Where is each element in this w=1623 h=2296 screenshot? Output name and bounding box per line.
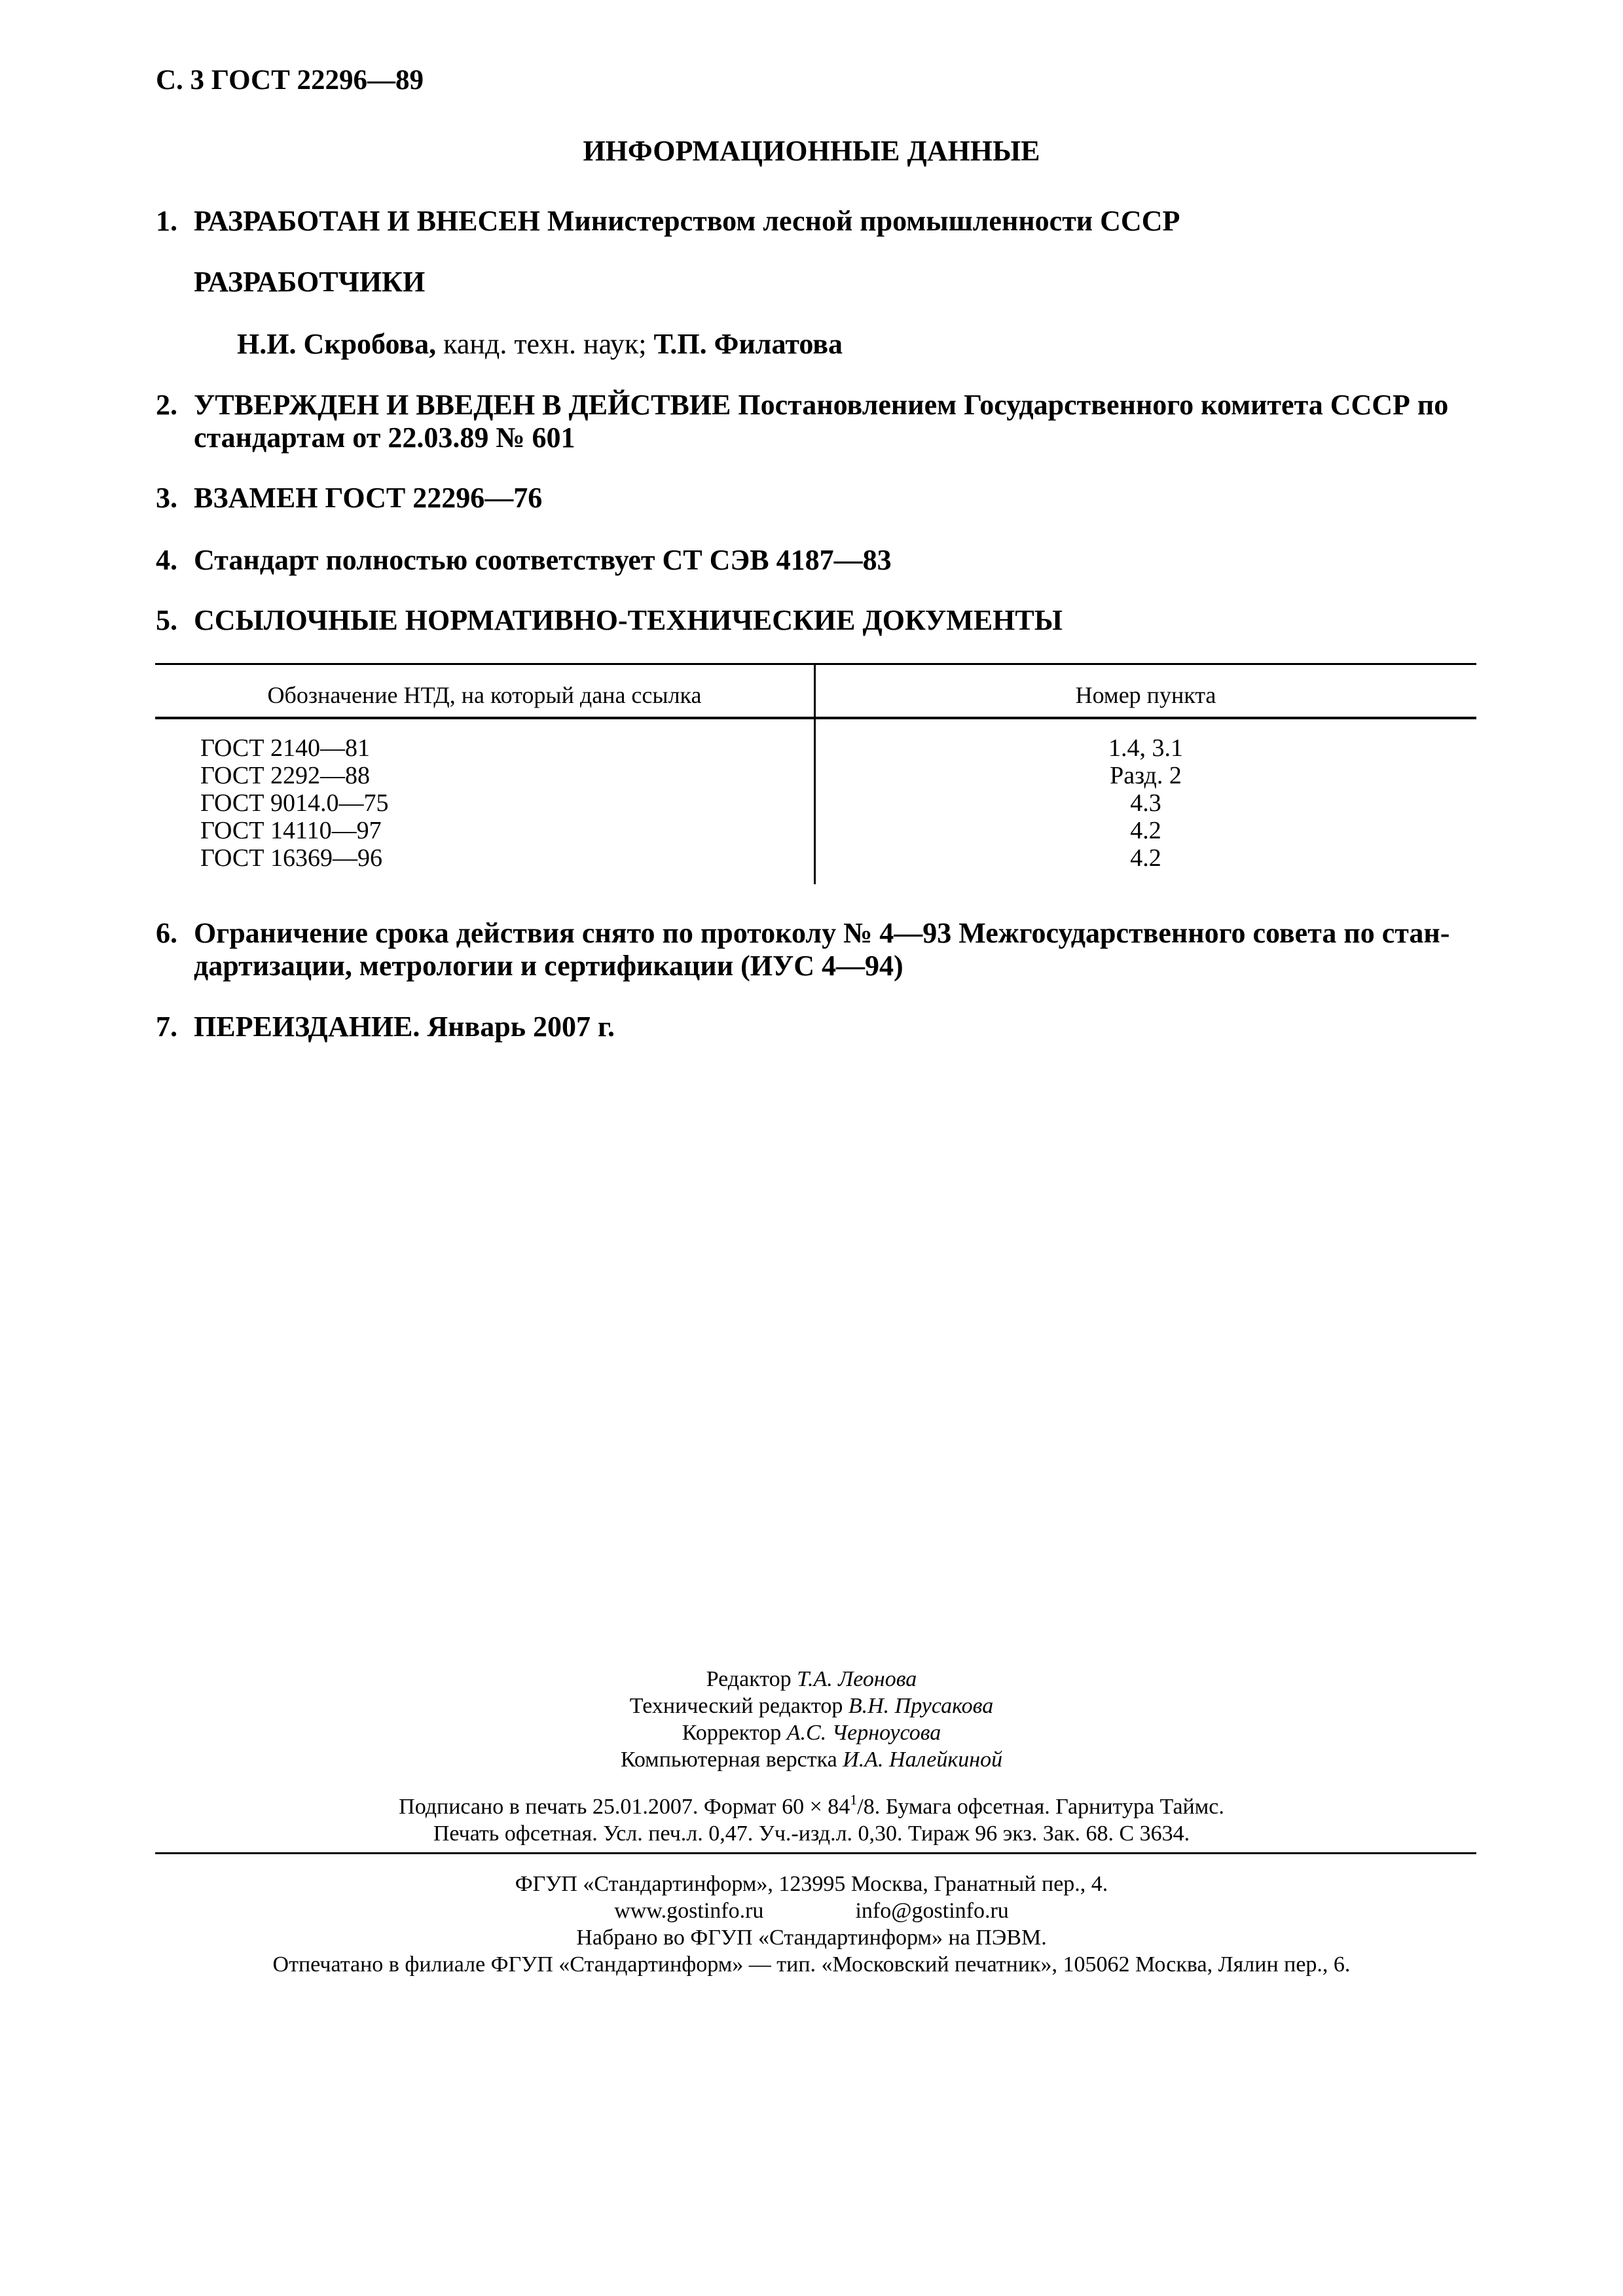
info-item-1 bbox=[156, 204, 1180, 238]
item-text: Ограничение срока действия снято по протоколу № 4—93 Межгосударственного совета по стан- bbox=[194, 917, 1450, 949]
editor-line bbox=[0, 1666, 1623, 1693]
layout-line bbox=[0, 1746, 1623, 1773]
info-item-4 bbox=[156, 543, 892, 577]
item-text: ССЫЛОЧНЫЕ НОРМАТИВНО-ТЕХНИЧЕСКИЕ ДОКУМЕНТЫ bbox=[194, 604, 1063, 636]
table-header-clause: Номер пункта bbox=[1075, 682, 1216, 708]
corrector-line bbox=[0, 1719, 1623, 1746]
item-number: 3. bbox=[156, 482, 177, 514]
email-link[interactable]: info@gostinfo.ru bbox=[855, 1899, 1009, 1923]
table-cell-doc: ГОСТ 2292—88 bbox=[200, 762, 370, 789]
website-link[interactable]: www.gostinfo.ru bbox=[614, 1899, 764, 1923]
item-text: ПЕРЕИЗДАНИЕ. Январь 2007 г. bbox=[194, 1011, 615, 1043]
print-line: Печать офсетная. Усл. печ.л. 0,47. Уч.-изд.л. 0,30. Тираж 96 экз. Зак. 68. С 3634. bbox=[433, 1821, 1190, 1846]
table-cell-doc: ГОСТ 9014.0—75 bbox=[200, 789, 389, 817]
corrector-name: А.С. Черноусова bbox=[786, 1721, 941, 1745]
page-title: ИНФОРМАЦИОННЫЕ ДАННЫЕ bbox=[583, 135, 1040, 167]
item-lead: РАЗРАБОТАН И ВНЕСЕН bbox=[194, 205, 540, 237]
table-cell-doc: ГОСТ 16369—96 bbox=[200, 844, 382, 872]
printed-line: Отпечатано в филиале ФГУП «Стандартинформ» — тип. «Московский печатник», 105062 Москва, Лялин пер., 6. bbox=[272, 1952, 1351, 1977]
table-cell-clause: Разд. 2 bbox=[1110, 762, 1182, 789]
layout-name: И.А. Налейкиной bbox=[843, 1748, 1003, 1772]
info-item-3 bbox=[156, 481, 542, 514]
typeset-line: Набрано во ФГУП «Стандартинформ» на ПЭВМ. bbox=[576, 1926, 1047, 1950]
tech-editor-name: В.Н. Прусакова bbox=[848, 1694, 994, 1718]
item-6-continuation: дартизации, метрологии и сертификации (ИУС 4—94) bbox=[194, 950, 903, 982]
imprint-credits bbox=[0, 1666, 1623, 1773]
table-header-doc: Обозначение НТД, на который дана ссылка bbox=[267, 682, 702, 708]
table-header-rule bbox=[155, 717, 1476, 719]
table-col-docs bbox=[200, 734, 389, 872]
publisher-line: ФГУП «Стандартинформ», 123995 Москва, Гранатный пер., 4. bbox=[515, 1872, 1108, 1896]
signed-text-a: Подписано в печать 25.01.2007. Формат 60 × 84 bbox=[399, 1795, 850, 1819]
table-cell-doc: ГОСТ 14110—97 bbox=[200, 817, 382, 844]
item-number: 4. bbox=[156, 544, 177, 576]
tech-editor-label: Технический редактор bbox=[629, 1694, 848, 1718]
table-cell-clause: 4.2 bbox=[1130, 817, 1161, 844]
imprint-publisher bbox=[0, 1871, 1623, 1978]
editor-name: Т.А. Леонова bbox=[797, 1667, 917, 1691]
tech-editor-line bbox=[0, 1693, 1623, 1719]
table-cell-clause: 1.4, 3.1 bbox=[1108, 734, 1183, 762]
table-cell-doc: ГОСТ 2140—81 bbox=[200, 734, 370, 762]
item-text: Постановлением Государственного комитета СССР по bbox=[738, 389, 1449, 421]
table-top-rule bbox=[155, 663, 1476, 665]
item-text: ВЗАМЕН ГОСТ 22296—76 bbox=[194, 482, 543, 514]
page-header: С. 3 ГОСТ 22296—89 bbox=[156, 65, 424, 96]
info-item-2 bbox=[156, 388, 1448, 422]
developers-label: РАЗРАБОТЧИКИ bbox=[194, 266, 426, 298]
table-col-clauses bbox=[815, 734, 1476, 872]
item-number: 7. bbox=[156, 1011, 177, 1043]
item-2-continuation: стандартам от 22.03.89 № 601 bbox=[194, 422, 575, 454]
item-lead: УТВЕРЖДЕН И ВВЕДЕН В ДЕЙСТВИЕ bbox=[194, 389, 731, 421]
corrector-label: Корректор bbox=[682, 1721, 787, 1745]
table-cell-clause: 4.2 bbox=[1130, 844, 1161, 872]
contacts-line bbox=[0, 1897, 1623, 1924]
authors-line bbox=[237, 327, 843, 361]
item-text: Министерством лесной промышленности СССР bbox=[547, 205, 1180, 237]
imprint-print-details bbox=[0, 1793, 1623, 1847]
author-name-1: Н.И. Скробова, bbox=[237, 328, 437, 360]
item-number: 5. bbox=[156, 604, 177, 636]
editor-label: Редактор bbox=[706, 1667, 797, 1691]
signed-text-b: /8. Бумага офсетная. Гарнитура Таймс. bbox=[857, 1795, 1224, 1819]
info-item-7 bbox=[156, 1010, 615, 1043]
item-text: Стандарт полностью соответствует СТ СЭВ 4187—83 bbox=[194, 544, 892, 576]
signed-line bbox=[0, 1793, 1623, 1820]
item-number: 1. bbox=[156, 205, 177, 237]
imprint-rule bbox=[155, 1852, 1476, 1854]
info-item-5 bbox=[156, 603, 1063, 637]
item-number: 2. bbox=[156, 389, 177, 421]
author-degree: канд. техн. наук; bbox=[436, 328, 654, 360]
signed-sup: 1 bbox=[850, 1791, 858, 1808]
item-number: 6. bbox=[156, 917, 177, 949]
author-name-2: Т.П. Филатова bbox=[653, 328, 843, 360]
info-item-6 bbox=[156, 916, 1450, 950]
table-cell-clause: 4.3 bbox=[1130, 789, 1161, 817]
layout-label: Компьютерная верстка bbox=[620, 1748, 843, 1772]
